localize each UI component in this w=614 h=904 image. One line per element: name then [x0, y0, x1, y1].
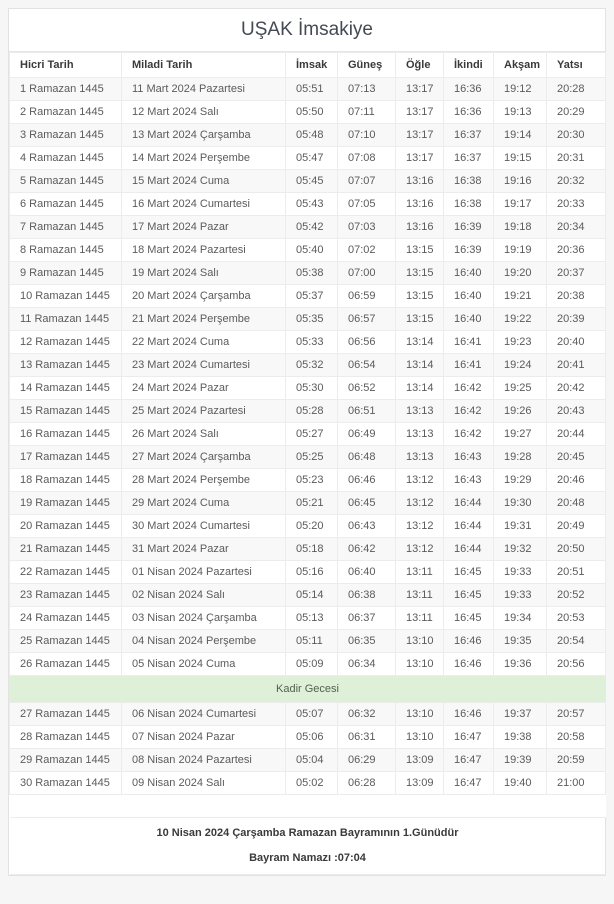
imsak-time-cell: 05:25	[286, 446, 338, 469]
miladi-date-cell: 03 Nisan 2024 Çarşamba	[122, 607, 286, 630]
miladi-date-cell: 11 Mart 2024 Pazartesi	[122, 78, 286, 101]
gunes-time-cell: 06:52	[338, 377, 396, 400]
footer-row	[10, 818, 606, 875]
imsak-time-cell: 05:14	[286, 584, 338, 607]
imsak-time-cell: 05:50	[286, 101, 338, 124]
hicri-date-cell: 23 Ramazan 1445	[10, 584, 122, 607]
yatsi-time-cell: 20:32	[547, 170, 606, 193]
aksam-time-cell: 19:18	[494, 216, 547, 239]
ogle-time-cell: 13:15	[396, 308, 444, 331]
ikindi-time-cell: 16:38	[444, 170, 494, 193]
aksam-time-cell: 19:27	[494, 423, 547, 446]
yatsi-time-cell: 20:46	[547, 469, 606, 492]
miladi-date-cell: 16 Mart 2024 Cumartesi	[122, 193, 286, 216]
miladi-date-cell: 17 Mart 2024 Pazar	[122, 216, 286, 239]
aksam-time-cell: 19:23	[494, 331, 547, 354]
miladi-date-cell: 26 Mart 2024 Salı	[122, 423, 286, 446]
gunes-time-cell: 07:11	[338, 101, 396, 124]
ikindi-time-cell: 16:44	[444, 492, 494, 515]
hicri-date-cell: 28 Ramazan 1445	[10, 726, 122, 749]
aksam-time-cell: 19:19	[494, 239, 547, 262]
gunes-time-cell: 06:35	[338, 630, 396, 653]
miladi-date-cell: 20 Mart 2024 Çarşamba	[122, 285, 286, 308]
ikindi-time-cell: 16:42	[444, 423, 494, 446]
miladi-date-cell: 13 Mart 2024 Çarşamba	[122, 124, 286, 147]
ikindi-time-cell: 16:43	[444, 469, 494, 492]
gunes-time-cell: 06:34	[338, 653, 396, 676]
ikindi-time-cell: 16:41	[444, 354, 494, 377]
ogle-time-cell: 13:16	[396, 170, 444, 193]
gunes-time-cell: 07:00	[338, 262, 396, 285]
table-row	[10, 423, 606, 446]
gunes-time-cell: 07:07	[338, 170, 396, 193]
yatsi-time-cell: 20:31	[547, 147, 606, 170]
aksam-time-cell: 19:16	[494, 170, 547, 193]
hicri-date-cell: 22 Ramazan 1445	[10, 561, 122, 584]
table-row	[10, 561, 606, 584]
aksam-time-cell: 19:29	[494, 469, 547, 492]
aksam-time-cell: 19:28	[494, 446, 547, 469]
imsak-time-cell: 05:37	[286, 285, 338, 308]
ikindi-time-cell: 16:42	[444, 377, 494, 400]
table-row	[10, 607, 606, 630]
gunes-time-cell: 06:54	[338, 354, 396, 377]
yatsi-time-cell: 20:36	[547, 239, 606, 262]
imsak-time-cell: 05:11	[286, 630, 338, 653]
miladi-date-cell: 25 Mart 2024 Pazartesi	[122, 400, 286, 423]
ikindi-time-cell: 16:36	[444, 78, 494, 101]
ogle-time-cell: 13:15	[396, 239, 444, 262]
imsak-time-cell: 05:09	[286, 653, 338, 676]
miladi-date-cell: 31 Mart 2024 Pazar	[122, 538, 286, 561]
ikindi-time-cell: 16:43	[444, 446, 494, 469]
hicri-date-cell: 5 Ramazan 1445	[10, 170, 122, 193]
aksam-time-cell: 19:40	[494, 772, 547, 795]
ogle-time-cell: 13:17	[396, 78, 444, 101]
yatsi-time-cell: 20:56	[547, 653, 606, 676]
yatsi-time-cell: 20:34	[547, 216, 606, 239]
table-row	[10, 331, 606, 354]
gunes-time-cell: 06:42	[338, 538, 396, 561]
imsak-time-cell: 05:48	[286, 124, 338, 147]
kadir-gecesi-row	[10, 676, 606, 703]
table-row	[10, 239, 606, 262]
hicri-date-cell: 1 Ramazan 1445	[10, 78, 122, 101]
miladi-date-cell: 07 Nisan 2024 Pazar	[122, 726, 286, 749]
ikindi-time-cell: 16:37	[444, 147, 494, 170]
gunes-time-cell: 06:59	[338, 285, 396, 308]
column-header-imsak: İmsak	[286, 53, 338, 78]
aksam-time-cell: 19:14	[494, 124, 547, 147]
miladi-date-cell: 12 Mart 2024 Salı	[122, 101, 286, 124]
aksam-time-cell: 19:13	[494, 101, 547, 124]
ogle-time-cell: 13:10	[396, 653, 444, 676]
imsak-time-cell: 05:23	[286, 469, 338, 492]
ikindi-time-cell: 16:40	[444, 262, 494, 285]
yatsi-time-cell: 20:58	[547, 726, 606, 749]
aksam-time-cell: 19:17	[494, 193, 547, 216]
aksam-time-cell: 19:20	[494, 262, 547, 285]
column-header-ikindi: İkindi	[444, 53, 494, 78]
ikindi-time-cell: 16:45	[444, 584, 494, 607]
miladi-date-cell: 02 Nisan 2024 Salı	[122, 584, 286, 607]
hicri-date-cell: 29 Ramazan 1445	[10, 749, 122, 772]
ogle-time-cell: 13:17	[396, 124, 444, 147]
miladi-date-cell: 18 Mart 2024 Pazartesi	[122, 239, 286, 262]
aksam-time-cell: 19:30	[494, 492, 547, 515]
miladi-date-cell: 23 Mart 2024 Cumartesi	[122, 354, 286, 377]
imsak-time-cell: 05:02	[286, 772, 338, 795]
hicri-date-cell: 24 Ramazan 1445	[10, 607, 122, 630]
table-row	[10, 78, 606, 101]
gunes-time-cell: 07:02	[338, 239, 396, 262]
table-row	[10, 630, 606, 653]
imsak-time-cell: 05:04	[286, 749, 338, 772]
table-row	[10, 446, 606, 469]
gunes-time-cell: 07:05	[338, 193, 396, 216]
gunes-time-cell: 07:03	[338, 216, 396, 239]
spacer-cell	[10, 795, 606, 818]
table-row	[10, 400, 606, 423]
hicri-date-cell: 18 Ramazan 1445	[10, 469, 122, 492]
imsak-time-cell: 05:35	[286, 308, 338, 331]
aksam-time-cell: 19:33	[494, 561, 547, 584]
table-row	[10, 377, 606, 400]
imsakiye-table	[9, 52, 606, 875]
gunes-time-cell: 07:10	[338, 124, 396, 147]
ogle-time-cell: 13:13	[396, 400, 444, 423]
table-row	[10, 772, 606, 795]
table-row	[10, 749, 606, 772]
aksam-time-cell: 19:35	[494, 630, 547, 653]
hicri-date-cell: 11 Ramazan 1445	[10, 308, 122, 331]
ikindi-time-cell: 16:45	[444, 561, 494, 584]
yatsi-time-cell: 21:00	[547, 772, 606, 795]
table-row	[10, 285, 606, 308]
ikindi-time-cell: 16:44	[444, 538, 494, 561]
gunes-time-cell: 06:46	[338, 469, 396, 492]
hicri-date-cell: 4 Ramazan 1445	[10, 147, 122, 170]
ogle-time-cell: 13:11	[396, 561, 444, 584]
table-row	[10, 147, 606, 170]
gunes-time-cell: 06:49	[338, 423, 396, 446]
hicri-date-cell: 13 Ramazan 1445	[10, 354, 122, 377]
miladi-date-cell: 29 Mart 2024 Cuma	[122, 492, 286, 515]
yatsi-time-cell: 20:37	[547, 262, 606, 285]
page-title: UŞAK İmsakiye	[9, 9, 605, 52]
miladi-date-cell: 09 Nisan 2024 Salı	[122, 772, 286, 795]
column-header-aksam: Akşam	[494, 53, 547, 78]
imsakiye-container	[8, 8, 606, 876]
ogle-time-cell: 13:10	[396, 703, 444, 726]
column-header-hicri-tarih: Hicri Tarih	[10, 53, 122, 78]
ogle-time-cell: 13:15	[396, 285, 444, 308]
gunes-time-cell: 06:31	[338, 726, 396, 749]
imsak-time-cell: 05:18	[286, 538, 338, 561]
aksam-time-cell: 19:32	[494, 538, 547, 561]
ikindi-time-cell: 16:38	[444, 193, 494, 216]
gunes-time-cell: 06:56	[338, 331, 396, 354]
hicri-date-cell: 27 Ramazan 1445	[10, 703, 122, 726]
hicri-date-cell: 19 Ramazan 1445	[10, 492, 122, 515]
aksam-time-cell: 19:39	[494, 749, 547, 772]
imsak-time-cell: 05:47	[286, 147, 338, 170]
hicri-date-cell: 2 Ramazan 1445	[10, 101, 122, 124]
table-row	[10, 193, 606, 216]
ogle-time-cell: 13:16	[396, 216, 444, 239]
ikindi-time-cell: 16:42	[444, 400, 494, 423]
imsak-time-cell: 05:42	[286, 216, 338, 239]
imsak-time-cell: 05:51	[286, 78, 338, 101]
imsak-time-cell: 05:13	[286, 607, 338, 630]
ikindi-time-cell: 16:47	[444, 726, 494, 749]
yatsi-time-cell: 20:43	[547, 400, 606, 423]
yatsi-time-cell: 20:57	[547, 703, 606, 726]
yatsi-time-cell: 20:39	[547, 308, 606, 331]
miladi-date-cell: 21 Mart 2024 Perşembe	[122, 308, 286, 331]
gunes-time-cell: 06:51	[338, 400, 396, 423]
aksam-time-cell: 19:36	[494, 653, 547, 676]
gunes-time-cell: 06:38	[338, 584, 396, 607]
ikindi-time-cell: 16:40	[444, 285, 494, 308]
yatsi-time-cell: 20:45	[547, 446, 606, 469]
gunes-time-cell: 06:29	[338, 749, 396, 772]
ogle-time-cell: 13:10	[396, 630, 444, 653]
yatsi-time-cell: 20:50	[547, 538, 606, 561]
ogle-time-cell: 13:14	[396, 354, 444, 377]
table-row	[10, 492, 606, 515]
ogle-time-cell: 13:15	[396, 262, 444, 285]
imsak-time-cell: 05:40	[286, 239, 338, 262]
table-row	[10, 354, 606, 377]
aksam-time-cell: 19:31	[494, 515, 547, 538]
imsak-time-cell: 05:28	[286, 400, 338, 423]
gunes-time-cell: 07:08	[338, 147, 396, 170]
hicri-date-cell: 10 Ramazan 1445	[10, 285, 122, 308]
aksam-time-cell: 19:33	[494, 584, 547, 607]
ogle-time-cell: 13:12	[396, 515, 444, 538]
aksam-time-cell: 19:25	[494, 377, 547, 400]
ikindi-time-cell: 16:47	[444, 772, 494, 795]
gunes-time-cell: 06:43	[338, 515, 396, 538]
ikindi-time-cell: 16:41	[444, 331, 494, 354]
imsak-time-cell: 05:30	[286, 377, 338, 400]
ogle-time-cell: 13:13	[396, 423, 444, 446]
imsak-time-cell: 05:32	[286, 354, 338, 377]
yatsi-time-cell: 20:59	[547, 749, 606, 772]
miladi-date-cell: 05 Nisan 2024 Cuma	[122, 653, 286, 676]
table-row	[10, 216, 606, 239]
miladi-date-cell: 30 Mart 2024 Cumartesi	[122, 515, 286, 538]
yatsi-time-cell: 20:40	[547, 331, 606, 354]
ogle-time-cell: 13:09	[396, 749, 444, 772]
yatsi-time-cell: 20:30	[547, 124, 606, 147]
column-header-miladi-tarih: Miladi Tarih	[122, 53, 286, 78]
aksam-time-cell: 19:38	[494, 726, 547, 749]
hicri-date-cell: 21 Ramazan 1445	[10, 538, 122, 561]
hicri-date-cell: 14 Ramazan 1445	[10, 377, 122, 400]
yatsi-time-cell: 20:42	[547, 377, 606, 400]
imsak-time-cell: 05:45	[286, 170, 338, 193]
yatsi-time-cell: 20:54	[547, 630, 606, 653]
table-row	[10, 515, 606, 538]
table-row	[10, 170, 606, 193]
yatsi-time-cell: 20:51	[547, 561, 606, 584]
column-header-yatsi: Yatsı	[547, 53, 606, 78]
aksam-time-cell: 19:26	[494, 400, 547, 423]
bayram-namazi-time: Bayram Namazı :07:04	[249, 852, 366, 864]
gunes-time-cell: 07:13	[338, 78, 396, 101]
ikindi-time-cell: 16:47	[444, 749, 494, 772]
miladi-date-cell: 27 Mart 2024 Çarşamba	[122, 446, 286, 469]
miladi-date-cell: 01 Nisan 2024 Pazartesi	[122, 561, 286, 584]
ikindi-time-cell: 16:37	[444, 124, 494, 147]
ogle-time-cell: 13:13	[396, 446, 444, 469]
ogle-time-cell: 13:12	[396, 538, 444, 561]
hicri-date-cell: 26 Ramazan 1445	[10, 653, 122, 676]
aksam-time-cell: 19:22	[494, 308, 547, 331]
yatsi-time-cell: 20:53	[547, 607, 606, 630]
yatsi-time-cell: 20:29	[547, 101, 606, 124]
spacer-row	[10, 795, 606, 818]
miladi-date-cell: 04 Nisan 2024 Perşembe	[122, 630, 286, 653]
table-row	[10, 124, 606, 147]
ogle-time-cell: 13:14	[396, 377, 444, 400]
miladi-date-cell: 15 Mart 2024 Cuma	[122, 170, 286, 193]
hicri-date-cell: 12 Ramazan 1445	[10, 331, 122, 354]
table-header-row	[10, 53, 606, 78]
aksam-time-cell: 19:15	[494, 147, 547, 170]
ikindi-time-cell: 16:46	[444, 703, 494, 726]
ogle-time-cell: 13:10	[396, 726, 444, 749]
miladi-date-cell: 06 Nisan 2024 Cumartesi	[122, 703, 286, 726]
gunes-time-cell: 06:37	[338, 607, 396, 630]
table-row	[10, 469, 606, 492]
hicri-date-cell: 16 Ramazan 1445	[10, 423, 122, 446]
hicri-date-cell: 7 Ramazan 1445	[10, 216, 122, 239]
yatsi-time-cell: 20:52	[547, 584, 606, 607]
aksam-time-cell: 19:34	[494, 607, 547, 630]
hicri-date-cell: 25 Ramazan 1445	[10, 630, 122, 653]
yatsi-time-cell: 20:28	[547, 78, 606, 101]
miladi-date-cell: 08 Nisan 2024 Pazartesi	[122, 749, 286, 772]
hicri-date-cell: 3 Ramazan 1445	[10, 124, 122, 147]
table-row	[10, 538, 606, 561]
imsak-time-cell: 05:06	[286, 726, 338, 749]
imsak-time-cell: 05:20	[286, 515, 338, 538]
gunes-time-cell: 06:48	[338, 446, 396, 469]
hicri-date-cell: 30 Ramazan 1445	[10, 772, 122, 795]
footer-cell	[10, 818, 606, 875]
ogle-time-cell: 13:11	[396, 607, 444, 630]
imsak-time-cell: 05:21	[286, 492, 338, 515]
ikindi-time-cell: 16:46	[444, 653, 494, 676]
hicri-date-cell: 17 Ramazan 1445	[10, 446, 122, 469]
table-row	[10, 703, 606, 726]
miladi-date-cell: 28 Mart 2024 Perşembe	[122, 469, 286, 492]
imsak-time-cell: 05:16	[286, 561, 338, 584]
imsak-time-cell: 05:27	[286, 423, 338, 446]
aksam-time-cell: 19:12	[494, 78, 547, 101]
gunes-time-cell: 06:28	[338, 772, 396, 795]
miladi-date-cell: 24 Mart 2024 Pazar	[122, 377, 286, 400]
ikindi-time-cell: 16:39	[444, 216, 494, 239]
ogle-time-cell: 13:17	[396, 101, 444, 124]
column-header-gunes: Güneş	[338, 53, 396, 78]
aksam-time-cell: 19:24	[494, 354, 547, 377]
ogle-time-cell: 13:17	[396, 147, 444, 170]
table-row	[10, 101, 606, 124]
ogle-time-cell: 13:12	[396, 492, 444, 515]
aksam-time-cell: 19:37	[494, 703, 547, 726]
ogle-time-cell: 13:12	[396, 469, 444, 492]
yatsi-time-cell: 20:48	[547, 492, 606, 515]
table-row	[10, 653, 606, 676]
ikindi-time-cell: 16:46	[444, 630, 494, 653]
ikindi-time-cell: 16:45	[444, 607, 494, 630]
kadir-gecesi-label: Kadir Gecesi	[10, 676, 606, 703]
ogle-time-cell: 13:14	[396, 331, 444, 354]
hicri-date-cell: 9 Ramazan 1445	[10, 262, 122, 285]
bayram-first-day-note: 10 Nisan 2024 Çarşamba Ramazan Bayramının 1.Günüdür	[156, 827, 459, 839]
hicri-date-cell: 6 Ramazan 1445	[10, 193, 122, 216]
ogle-time-cell: 13:11	[396, 584, 444, 607]
hicri-date-cell: 8 Ramazan 1445	[10, 239, 122, 262]
ikindi-time-cell: 16:44	[444, 515, 494, 538]
gunes-time-cell: 06:57	[338, 308, 396, 331]
ogle-time-cell: 13:09	[396, 772, 444, 795]
miladi-date-cell: 14 Mart 2024 Perşembe	[122, 147, 286, 170]
miladi-date-cell: 19 Mart 2024 Salı	[122, 262, 286, 285]
gunes-time-cell: 06:32	[338, 703, 396, 726]
ikindi-time-cell: 16:39	[444, 239, 494, 262]
gunes-time-cell: 06:40	[338, 561, 396, 584]
column-header-ogle: Öğle	[396, 53, 444, 78]
yatsi-time-cell: 20:33	[547, 193, 606, 216]
imsak-time-cell: 05:33	[286, 331, 338, 354]
hicri-date-cell: 20 Ramazan 1445	[10, 515, 122, 538]
yatsi-time-cell: 20:49	[547, 515, 606, 538]
yatsi-time-cell: 20:38	[547, 285, 606, 308]
hicri-date-cell: 15 Ramazan 1445	[10, 400, 122, 423]
table-row	[10, 262, 606, 285]
imsak-time-cell: 05:43	[286, 193, 338, 216]
yatsi-time-cell: 20:41	[547, 354, 606, 377]
gunes-time-cell: 06:45	[338, 492, 396, 515]
yatsi-time-cell: 20:44	[547, 423, 606, 446]
table-row	[10, 308, 606, 331]
imsak-time-cell: 05:38	[286, 262, 338, 285]
imsak-time-cell: 05:07	[286, 703, 338, 726]
ogle-time-cell: 13:16	[396, 193, 444, 216]
miladi-date-cell: 22 Mart 2024 Cuma	[122, 331, 286, 354]
table-row	[10, 726, 606, 749]
table-row	[10, 584, 606, 607]
ikindi-time-cell: 16:36	[444, 101, 494, 124]
aksam-time-cell: 19:21	[494, 285, 547, 308]
ikindi-time-cell: 16:40	[444, 308, 494, 331]
